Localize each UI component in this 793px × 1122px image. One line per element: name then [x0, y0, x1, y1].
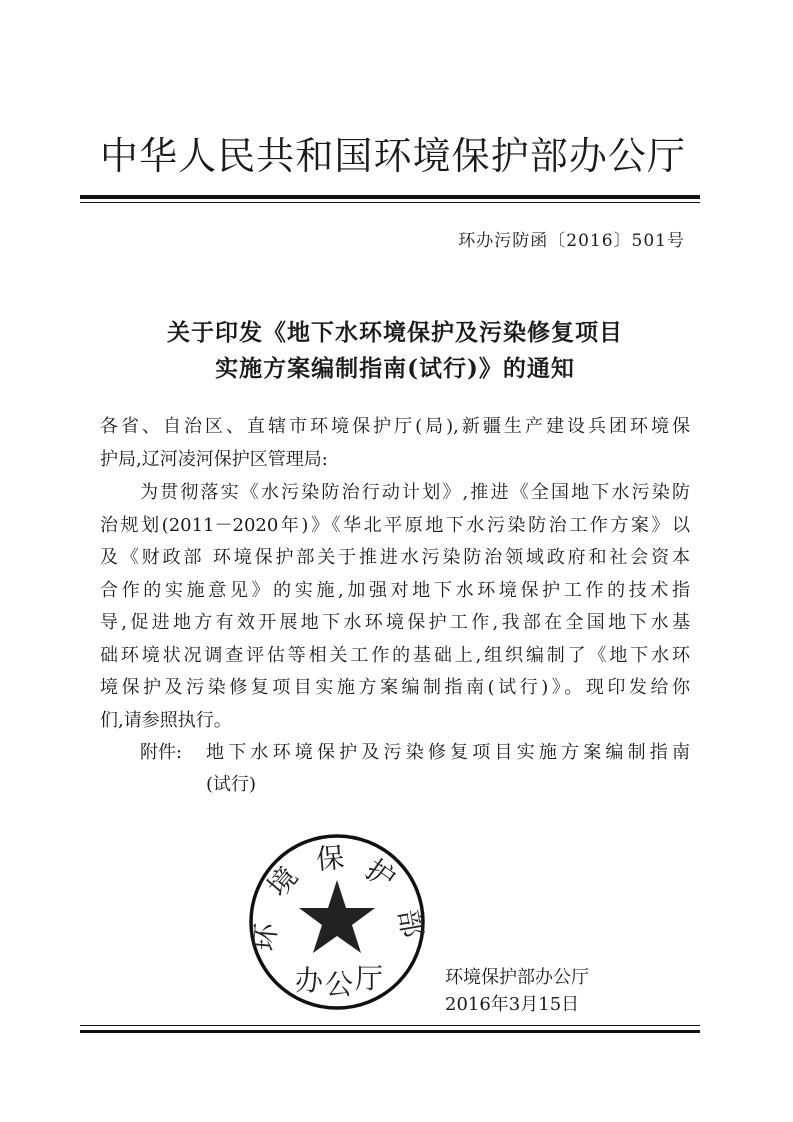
svg-text:公: 公	[324, 968, 354, 1001]
footer-thick-rule	[80, 1030, 700, 1033]
header-thin-rule	[80, 202, 700, 203]
svg-text:环: 环	[247, 921, 284, 953]
signature-date: 2016年3月15日	[445, 994, 580, 1015]
svg-text:保: 保	[314, 840, 346, 877]
svg-text:厅: 厅	[354, 962, 384, 995]
attachment-label: 附件:	[140, 742, 183, 763]
attachment-title: 地下水环境保护及污染修复项目实施方案编制指南	[206, 742, 690, 763]
body-line: 为贯彻落实《水污染防治行动计划》,推进《全国地下水污染防	[140, 482, 690, 503]
body-line: 们,请参照执行。	[100, 710, 232, 731]
body-line: 合作的实施意见》的实施,加强对地下水环境保护工作的技术指	[100, 580, 690, 601]
attachment-title-cont: (试行)	[206, 774, 257, 795]
footer-thin-rule	[80, 1025, 700, 1026]
body-line: 境保护及污染修复项目实施方案编制指南(试行)》。现印发给你	[100, 677, 690, 698]
document-number: 环办污防函〔2016〕501号	[458, 231, 685, 251]
svg-text:护: 护	[359, 852, 402, 896]
svg-text:部: 部	[391, 906, 429, 941]
document-title-line-1: 关于印发《地下水环境保护及污染修复项目	[167, 319, 623, 346]
issuer-header: 中华人民共和国环境保护部办公厅	[100, 134, 685, 178]
header-thick-rule	[80, 195, 700, 199]
star-icon	[299, 880, 375, 953]
addressee-line: 各省、自治区、直辖市环境保护厅(局),新疆生产建设兵团环境保	[100, 416, 690, 437]
document-title-line-2: 实施方案编制指南(试行)》的通知	[215, 355, 575, 382]
svg-text:办: 办	[294, 964, 324, 997]
body-line: 及《财政部 环境保护部关于推进水污染防治领域政府和社会资本	[100, 547, 690, 568]
body-line: 治规划(2011－2020年)》《华北平原地下水污染防治工作方案》以	[100, 515, 690, 536]
svg-text:境: 境	[261, 860, 305, 904]
official-seal-stamp	[245, 830, 429, 1014]
signature-organization: 环境保护部办公厅	[445, 967, 589, 988]
addressee-line: 护局,辽河凌河保护区管理局:	[100, 449, 328, 470]
body-line: 础环境状况调查评估等相关工作的基础上,组织编制了《地下水环	[100, 645, 690, 666]
body-line: 导,促进地方有效开展地下水环境保护工作,我部在全国地下水基	[100, 612, 690, 633]
